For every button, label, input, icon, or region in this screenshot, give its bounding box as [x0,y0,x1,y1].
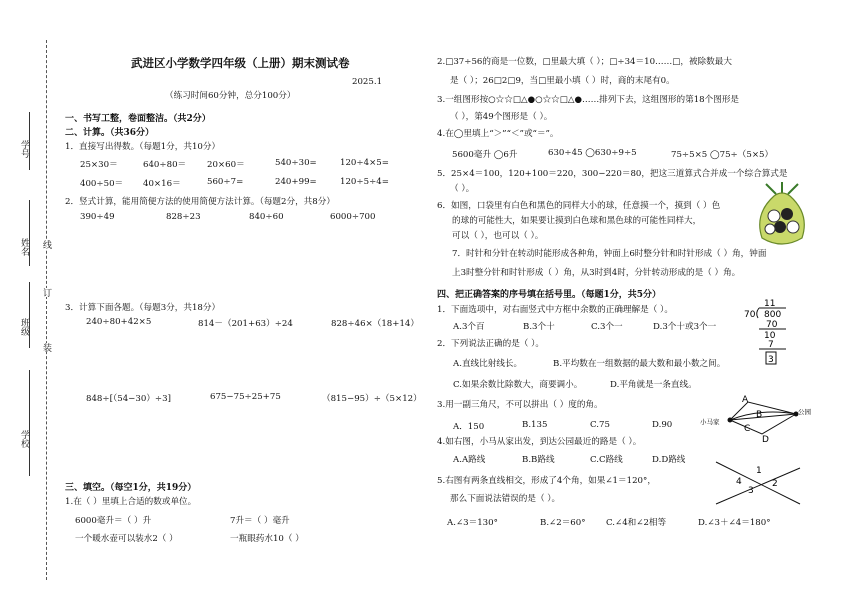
student-no-label: 学号 [19,140,29,158]
choice-question-5-cont: 那么下面说法错误的是（ ）。 [450,494,561,504]
column-calc: 6000÷700 [330,212,376,222]
section-2-heading: 二、计算。（共36分） [65,128,155,138]
map-park-label: 公园 [798,408,811,416]
div-dividend: 800 [764,310,782,320]
class-label: 班级 [19,318,29,336]
compare-item[interactable]: 630÷45 ◯630÷9÷5 [548,148,637,158]
choice-option[interactable]: A.直线比射线长。 [453,359,523,369]
ball-bag-icon [752,180,812,252]
route-c-label: C [744,424,751,434]
div-remainder-1: 10 [764,331,776,341]
cut-ding-label: 订 [41,288,51,297]
angle-4-label: 4 [736,477,742,487]
div-product-2: 7 [768,340,774,350]
choice-option[interactable]: A.∠3＝130° [447,518,498,528]
unit-blank[interactable]: 一个暖水壶可以装水2（ ） [75,534,178,544]
choice-question-1: 1．下面选项中，对右面竖式中方框中余数的正确理解是（ ）。 [437,305,673,315]
oral-calc: 400÷50＝ [80,179,124,189]
div-divisor: 70 [744,310,756,320]
choice-option[interactable]: B.135 [522,420,548,430]
choice-option[interactable]: A.3个百 [453,322,485,332]
choice-option[interactable]: D.∠3＋∠4＝180° [698,518,771,528]
choice-option[interactable]: C.75 [590,420,610,430]
fill-question-7-cont: 上3时整分针和时针形成（ ）角，从3时到4时，分针转动形成的是（ ）角。 [452,268,741,278]
choice-question-2: 2．下列说法正确的是（ ）。 [437,339,545,349]
mixed-calc: 828÷46×（18+14） [331,319,419,329]
fill-question-3: 3.一组图形按○☆☆□△●○☆☆□△●……排列下去，这组图形的第18个图形是 [437,95,740,105]
question-2-3: 3．计算下面各题。（每题3分，共18分） [65,303,221,313]
route-b-label: B [756,410,763,420]
oral-calc: 240+99= [275,177,317,187]
page-title: 武进区小学数学四年级（上册）期末测试卷 [131,56,350,70]
student-no-field[interactable] [29,112,30,170]
div-product-1: 70 [766,320,778,330]
choice-question-3: 3.用一副三角尺，不可以拼出（ ）度的角。 [437,400,603,410]
choice-option[interactable]: A．150 [453,422,485,432]
oral-calc: 540÷30= [275,158,317,168]
angle-2-label: 2 [772,479,778,489]
school-label: 学校 [19,430,29,448]
mixed-calc: 675−75÷25+75 [210,392,281,402]
angle-1-label: 1 [756,466,762,476]
fill-question-7: 7．时针和分针在转动时能形成各种角，钟面上6时整分针和时针形成（ ）角，钟面 [452,249,767,259]
choice-option[interactable]: D.平角就是一条直线。 [610,380,697,390]
fill-question-6: 6．如图，口袋里有白色和黑色的同样大小的球，任意摸一个，摸到（ ）色 [437,201,721,211]
class-field[interactable] [29,282,30,348]
choice-option[interactable]: C.∠4和∠2相等 [606,518,667,528]
fill-question-3-cont: （ ），第49个图形是（ ）。 [450,112,553,122]
section-1-heading: 一、书写工整，卷面整洁。（共2分） [65,114,211,124]
long-division-figure [742,296,788,370]
oral-calc: 120÷5÷4= [340,177,389,187]
name-field[interactable] [29,200,30,266]
choice-option[interactable]: C.C路线 [590,455,623,465]
choice-option[interactable]: C.3个一 [591,322,623,332]
route-map-figure [700,394,820,444]
choice-option[interactable]: B.3个十 [523,322,555,332]
route-a-label: A [742,395,749,405]
oral-calc: 640÷80＝ [143,160,187,170]
fill-question-5-cont: （ ）。 [450,184,475,194]
route-d-label: D [762,435,769,444]
exam-date: 2025.1 [352,77,383,87]
fill-question-1: 1.在（ ）里填上合适的数或单位。 [65,497,197,507]
fill-question-2: 2.□37÷56的商是一位数，□里最大填（ ）；□÷34＝10……□，被除数最大 [437,57,732,67]
unit-blank[interactable]: 6000毫升＝（ ）升 [75,516,152,526]
name-label: 姓名 [19,238,29,256]
mixed-calc: 240÷80+42×5 [86,317,152,327]
cut-xian-label: 线 [41,240,51,249]
choice-option[interactable]: B.平均数在一组数据的最大数和最小数之间。 [553,359,726,369]
fill-question-6-cont: 的球的可能性大，如果要让摸到白色球和黑色球的可能性同样大， [452,216,702,226]
oral-calc: 560÷7= [207,177,244,187]
mixed-calc: 848÷[（54−30）÷3] [86,394,171,404]
column-calc: 828÷23 [166,212,201,222]
unit-blank[interactable]: 7升＝（ ）毫升 [230,516,290,526]
choice-option[interactable]: B.B路线 [522,455,555,465]
mixed-calc: 814－（201+63）÷24 [198,319,293,329]
fill-question-5: 5．25×4＝100，120+100＝220，300−220＝80，把这三道算式合并成一个综合算式是 [437,169,788,179]
fill-question-2-cont: 是（ ）；26□2□9，当□里最小填（ ）时，商的末尾有0。 [450,76,675,86]
choice-option[interactable]: D.3个十或3个一 [653,322,717,332]
compare-item[interactable]: 5600毫升 ◯6升 [452,150,518,160]
choice-question-5: 5.右图有两条直线相交，形成了4个角，如果∠1＝120°， [437,476,656,486]
choice-option[interactable]: D.D路线 [652,455,686,465]
cut-zhuang-label: 装 [41,343,51,352]
oral-calc: 20×60＝ [207,160,245,170]
choice-option[interactable]: B.∠2＝60° [540,518,586,528]
intersecting-lines-figure [712,458,804,510]
school-field[interactable] [29,370,30,476]
section-3-heading: 三、填空。（每空1分，共19分） [65,483,197,493]
section-4-heading: 四、把正确答案的序号填在括号里。（每题1分，共5分） [437,290,662,300]
mixed-calc: （815−95）÷（5×12） [322,394,422,404]
oral-calc: 40×16＝ [143,179,181,189]
map-home-label: 小马家 [700,418,720,426]
angle-3-label: 3 [748,486,754,496]
choice-option[interactable]: D.90 [652,420,673,430]
exam-note: （练习时间60分钟，总分100分） [165,91,296,101]
div-quotient: 11 [764,299,776,309]
column-calc: 390÷49 [80,212,115,222]
fill-question-4: 4.在◯里填上“＞”“＜”或“＝”。 [437,129,559,139]
column-calc: 840÷60 [249,212,284,222]
choice-option[interactable]: A.A路线 [453,455,486,465]
compare-item[interactable]: 75÷5×5 ◯75÷（5×5） [671,150,774,160]
choice-question-4: 4.如右图，小马从家出发，到达公园最近的路是（ ）。 [437,437,642,447]
fill-question-6-cont2: 可以（ ），也可以（ ）。 [452,231,544,241]
question-2-2: 2．竖式计算，能用简便方法的使用简便方法计算。（每题2分，共8分） [65,197,335,207]
oral-calc: 25×30＝ [80,160,118,170]
cut-line [46,40,47,580]
question-2-1: 1．直接写出得数。（每题1分，共10分） [65,142,221,152]
div-remainder: 3 [768,355,774,365]
choice-option[interactable]: C.如果余数比除数大，商要调小。 [453,380,583,390]
oral-calc: 120÷4×5= [340,158,389,168]
unit-blank[interactable]: 一瓶眼药水10（ ） [230,534,304,544]
